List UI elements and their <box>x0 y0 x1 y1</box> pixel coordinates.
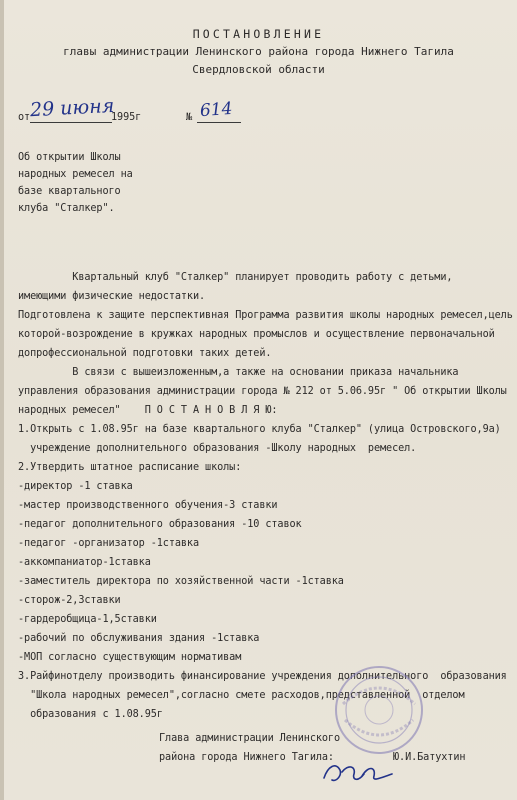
body-line: допрофессиональной подготовки таких детей. <box>18 348 272 359</box>
body-line: -мастер производственного обучения-3 ставки <box>18 500 278 511</box>
body-line: управления образования администрации города № 212 от 5.06.95г " Об открытии Школы <box>18 386 507 397</box>
number-underline <box>197 122 241 123</box>
document-title: ПОСТАНОВЛЕНИЕ <box>192 27 325 41</box>
body-line: -педагог дополнительного образования -10 ставок <box>18 519 302 530</box>
number-prefix: № <box>186 112 193 123</box>
signer-position: Глава администрации Ленинского <box>159 733 341 744</box>
date-year: 1995г <box>111 112 142 123</box>
signer-position: района города Нижнего Тагила: <box>159 752 334 763</box>
subject-line: Об открытии Школы <box>18 152 121 163</box>
body-line: -рабочий по обслуживания здания -1ставка <box>18 633 260 644</box>
body-line: "Школа народных ремесел",согласно смете расходов,представленной отделом <box>18 690 465 701</box>
body-line: -гардеробщица-1,5ставки <box>18 614 157 625</box>
region-line: Свердловской области <box>192 63 325 76</box>
body-line: народных ремесел" П О С Т А Н О В Л Я Ю: <box>18 405 278 416</box>
body-line: имеющими физические недостатки. <box>18 291 206 302</box>
body-line: 3.Райфинотделу производить финансирование учреждения дополнительного образования <box>18 671 507 682</box>
issuer-line: главы администрации Ленинского района города Нижнего Тагила <box>63 45 454 58</box>
body-line: В связи с вышеизложенным,а также на основании приказа начальника <box>18 367 459 378</box>
body-line: -МОП согласно существующим нормативам <box>18 652 242 663</box>
body-line: -педагог -организатор -1ставка <box>18 538 200 549</box>
subject-line: базе квартального <box>18 186 121 197</box>
official-stamp <box>333 664 425 756</box>
body-line: -сторож-2,3ставки <box>18 595 121 606</box>
signer-name: Ю.И.Батухтин <box>393 752 466 763</box>
handwritten-number: 614 <box>199 98 234 122</box>
subject-line: народных ремесел на <box>18 169 133 180</box>
body-line: Квартальный клуб "Сталкер" планирует проводить работу с детьми, <box>18 272 453 283</box>
body-line: учреждение дополнительного образования -Школу народных ремесел. <box>18 443 417 454</box>
body-line: -заместитель директора по хозяйственной части -1ставка <box>18 576 344 587</box>
scan-edge <box>0 0 4 800</box>
body-line: Подготовлена к защите перспективная Программа развития школы народных ремесел,цель <box>18 310 513 321</box>
date-underline <box>30 122 112 123</box>
body-line: 2.Утвердить штатное расписание школы: <box>18 462 242 473</box>
body-line: которой-возрождение в кружках народных промыслов и осуществление первоначальной <box>18 329 495 340</box>
body-line: -аккомпаниатор-1ставка <box>18 557 151 568</box>
body-line: образования с 1.08.95г <box>18 709 163 720</box>
handwritten-date: 29 июня <box>29 94 115 122</box>
date-prefix: от <box>18 112 31 123</box>
subject-line: клуба "Сталкер". <box>18 203 115 214</box>
handwritten-signature <box>318 752 398 792</box>
body-line: 1.Открыть с 1.08.95г на базе квартального клуба "Сталкер" (улица Островского,9а) <box>18 424 501 435</box>
body-line: -директор -1 ставка <box>18 481 133 492</box>
